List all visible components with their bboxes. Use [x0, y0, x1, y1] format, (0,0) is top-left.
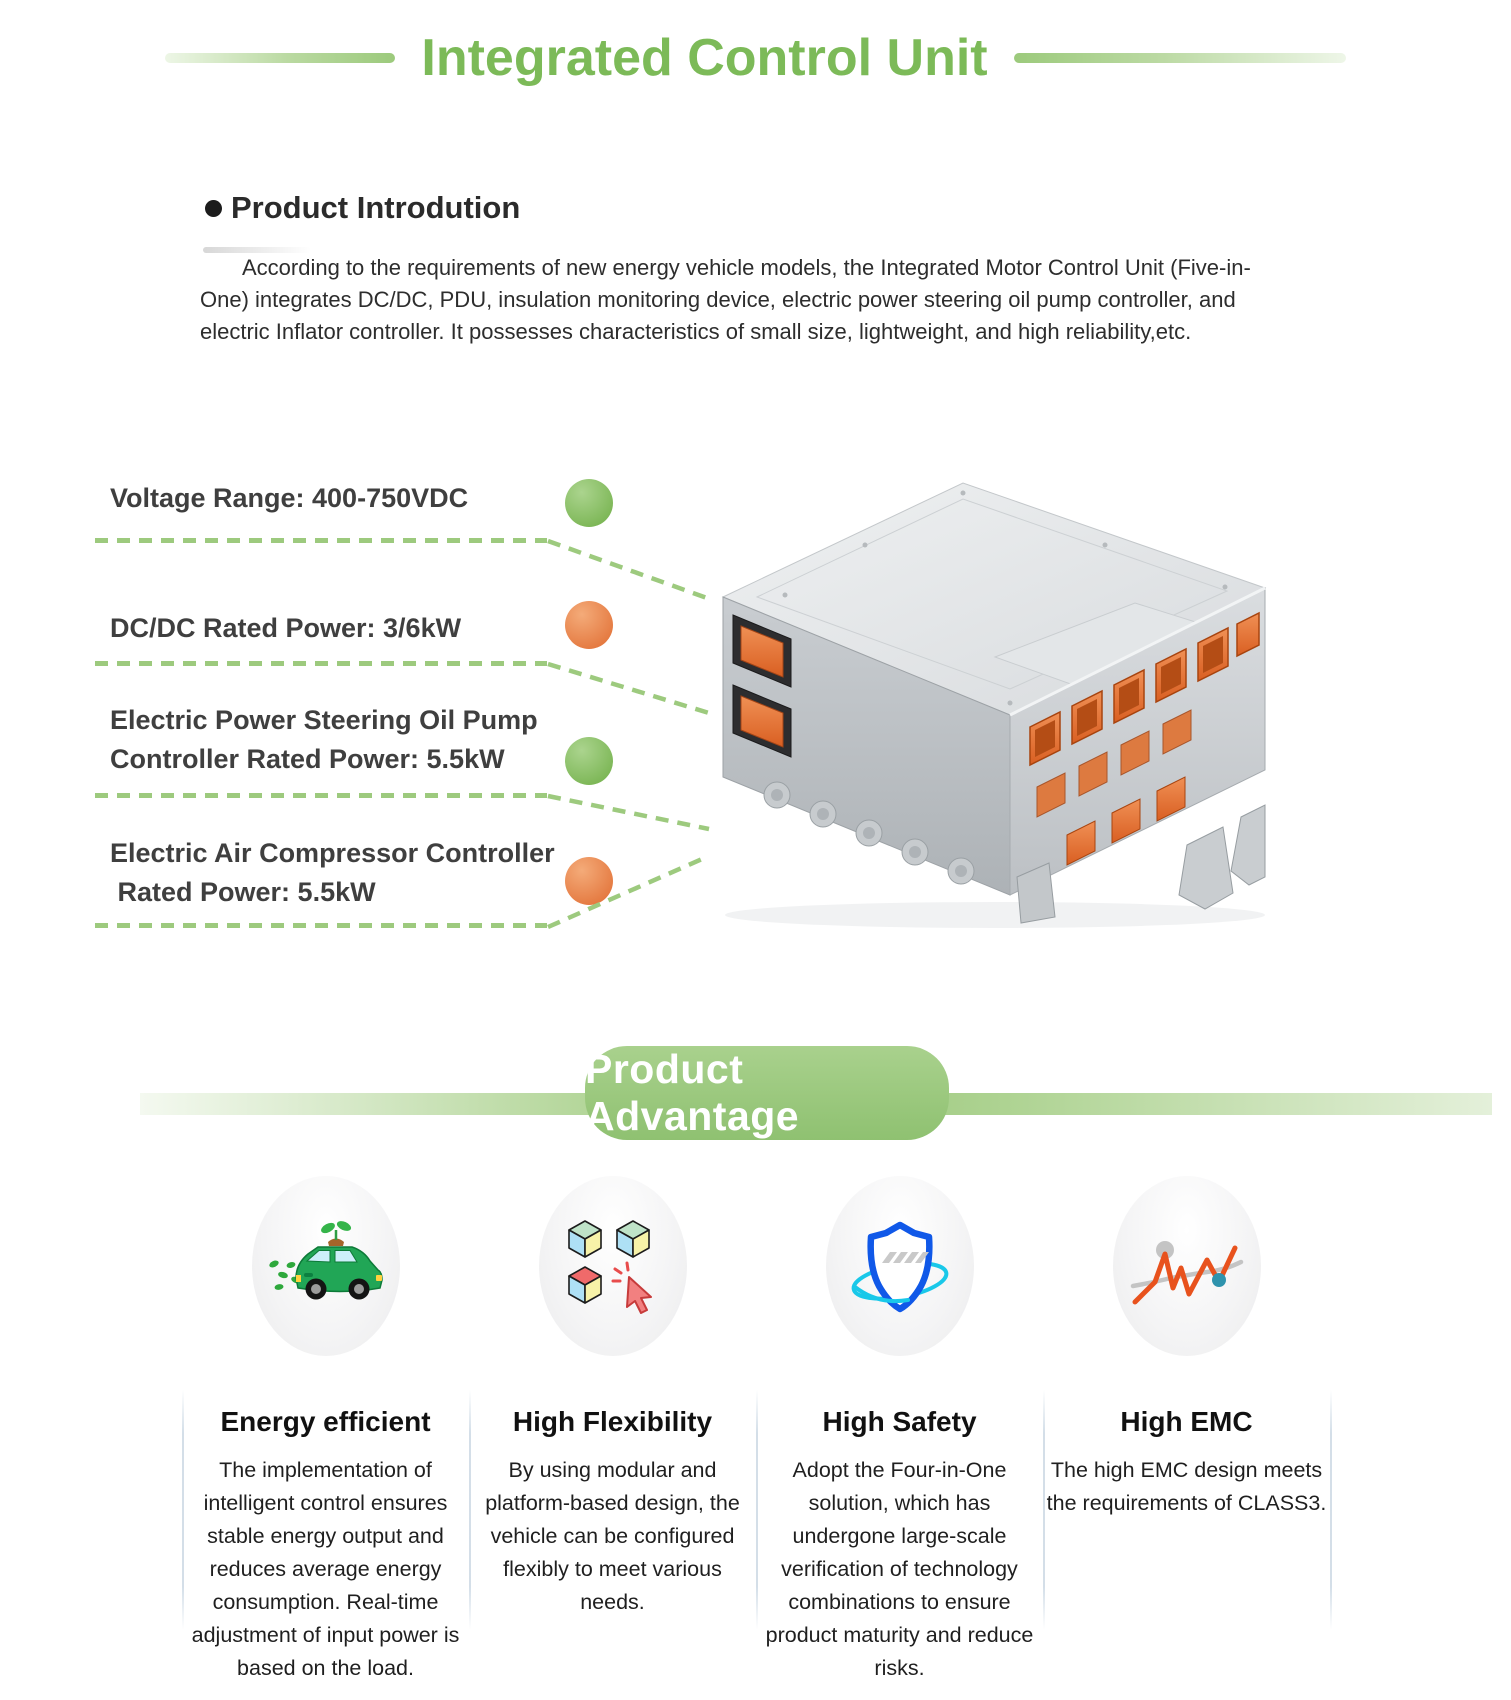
integrated-control-unit-image	[665, 425, 1300, 930]
advantage-card-energy	[182, 1176, 469, 1685]
card-text: Adopt the Four-in-One solution, which has undergone large-scale verification of technology combinations to ensure product maturity and reduce risks.	[765, 1458, 1034, 1680]
spec-line: Electric Air Compressor Controller	[110, 838, 555, 868]
advantage-card-safety	[756, 1176, 1043, 1685]
column-divider	[1330, 1390, 1332, 1630]
spec-item-dcdc-power	[110, 609, 461, 648]
emc-chart-icon	[1127, 1220, 1247, 1312]
card-icon-circle	[826, 1176, 974, 1356]
intro-paragraph: According to the requirements of new energy vehicle models, the Integrated Motor Control Unit (Five-in-One) integrates DC/DC, PDU, insulation monitoring device, electric power steering oil pump controller, and electric Inflator controller. It possesses characteristics of small size, lightweight, and high reliability,etc.	[200, 255, 1251, 344]
spec-item-oil-pump-controller	[110, 701, 538, 779]
card-icon-circle	[252, 1176, 400, 1356]
advantage-banner	[585, 1046, 949, 1140]
orange-dot-icon	[565, 601, 613, 649]
card-title: High Flexibility	[512, 1406, 713, 1437]
dashed-divider	[95, 538, 547, 543]
spec-line: Electric Power Steering Oil Pump	[110, 705, 538, 735]
column-divider	[1043, 1390, 1045, 1630]
card-text: The high EMC design meets the requirements of CLASS3.	[1046, 1458, 1327, 1515]
bullet-icon	[205, 200, 222, 217]
card-title: High EMC	[1120, 1406, 1253, 1437]
title-decor-line-right	[1014, 53, 1346, 63]
column-divider	[469, 1390, 471, 1630]
column-divider	[182, 1390, 184, 1630]
page-header	[0, 28, 1511, 88]
dashed-divider	[95, 923, 547, 928]
page-title: Integrated Control Unit	[421, 29, 988, 87]
spec-line: Controller Rated Power: 5.5kW	[110, 744, 505, 774]
advantage-card-emc	[1043, 1176, 1330, 1685]
advantage-card-flexibility	[469, 1176, 756, 1685]
green-dot-icon	[565, 479, 613, 527]
card-text: The implementation of intelligent control ensures stable energy output and reduces average energy consumption. Real-time adjustment of input power is based on the load.	[191, 1458, 460, 1680]
safety-shield-icon	[840, 1211, 960, 1321]
card-title: Energy efficient	[220, 1406, 431, 1437]
dashed-divider	[95, 661, 547, 666]
title-decor-line-left	[165, 53, 395, 63]
advantage-heading: Product Advantage	[585, 1046, 800, 1139]
dashed-divider	[95, 793, 547, 798]
spec-item-voltage-range	[110, 479, 468, 518]
column-divider	[756, 1390, 758, 1630]
intro-heading	[205, 190, 520, 226]
card-title: High Safety	[822, 1406, 977, 1437]
green-dot-icon	[565, 737, 613, 785]
intro-heading-text: Product Introdution	[231, 190, 521, 225]
spec-line: DC/DC Rated Power: 3/6kW	[110, 613, 462, 643]
card-text: By using modular and platform-based design, the vehicle can be configured flexibly to meet various needs.	[485, 1458, 740, 1614]
spec-line: Voltage Range: 400-750VDC	[110, 483, 469, 513]
card-icon-circle	[1113, 1176, 1261, 1356]
card-icon-circle	[539, 1176, 687, 1356]
modular-cubes-icon	[557, 1213, 669, 1319]
spec-line: Rated Power: 5.5kW	[110, 877, 376, 907]
eco-car-icon	[266, 1218, 386, 1314]
spec-item-air-compressor-controller	[110, 834, 555, 912]
